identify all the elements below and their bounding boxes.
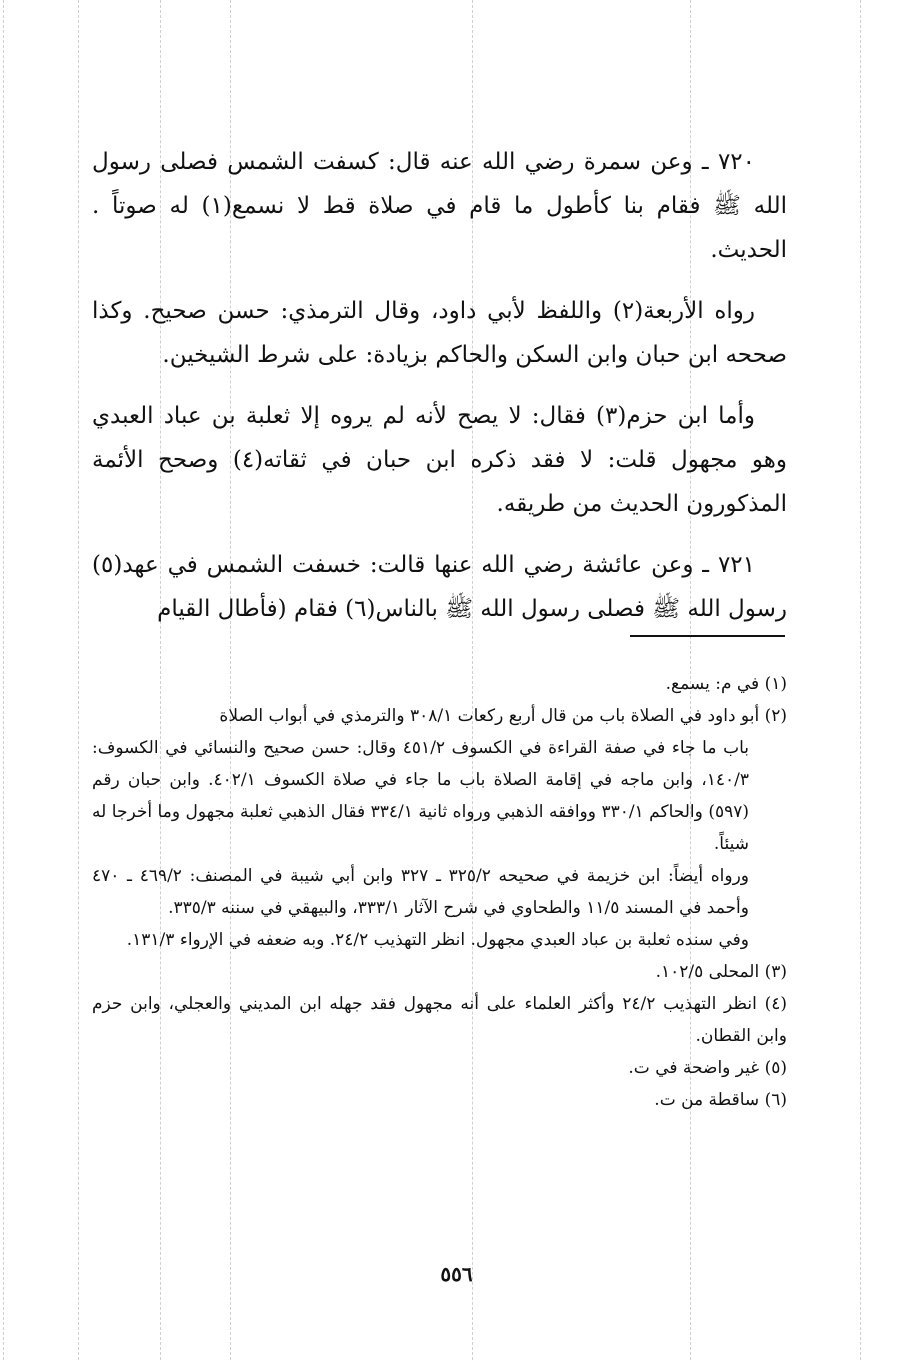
footnote-2: (٢) أبو داود في الصلاة باب من قال أربع ركعات ٣٠٨/١ والترمذي في أبواب الصلاة <box>219 706 787 726</box>
footnote-2-continued: باب ما جاء في صفة القراءة في الكسوف ٤٥١/٢ وقال: حسن صحيح والنسائي في الكسوف: ١٤٠/٣، وابن ماجه في إقامة الصلاة باب ما جاء في صلاة الكسوف ٤٠٢/١. وابن حبان رقم (٥٩٧) والحاكم ٣٣٠/١ ووافقه الذهبي ورواه ثانية ٣٣٤/١ فقال الذهبي ثعلبة مجهول وما أخرجا له شيئاً. <box>92 738 749 854</box>
scan-guide-line <box>3 0 4 1360</box>
paragraph-hadith-720: ٧٢٠ ـ وعن سمرة رضي الله عنه قال: كسفت الشمس فصلى رسول الله ﷺ فقام بنا كأطول ما قام في صلاة قط لا نسمع(١) له صوتاً . الحديث. <box>92 149 787 263</box>
page-number: ٥٥٦ <box>440 1262 473 1286</box>
footnote-2-chain: وفي سنده ثعلبة بن عباد العبدي مجهول. انظر التهذيب ٢٤/٢. وبه ضعفه في الإرواء ١٣١/٣. <box>126 930 749 950</box>
footnote-4: (٤) انظر التهذيب ٢٤/٢ وأكثر العلماء على أنه مجهول فقد جهله ابن المديني والعجلي، وابن حزم وابن القطان. <box>92 994 787 1046</box>
paragraph-narration: رواه الأربعة(٢) واللفظ لأبي داود، وقال الترمذي: حسن صحيح. وكذا صححه ابن حبان وابن السكن والحاكم بزيادة: على شرط الشيخين. <box>92 298 787 368</box>
footnote-6: (٦) ساقطة من ت. <box>654 1090 787 1110</box>
footnote-3: (٣) المحلى ١٠٢/٥. <box>655 962 787 982</box>
scan-guide-line <box>860 0 861 1360</box>
footnote-1: (١) في م: يسمع. <box>665 674 787 694</box>
scan-guide-line <box>78 0 79 1360</box>
footnotes <box>92 668 787 1116</box>
footnote-5: (٥) غير واضحة في ت. <box>628 1058 787 1078</box>
main-text <box>92 140 787 648</box>
footnote-2-also-narrated: ورواه أيضاً: ابن خزيمة في صحيحه ٣٢٥/٢ ـ ٣٢٧ وابن أبي شيبة في المصنف: ٤٦٩/٢ ـ ٤٧٠ وأحمد في المسند ١١/٥ والطحاوي في شرح الآثار ٣٣٣/١، والبيهقي في سننه ٣٣٥/٣. <box>92 866 749 918</box>
footnote-divider <box>630 635 785 637</box>
paragraph-ibn-hazm: وأما ابن حزم(٣) فقال: لا يصح لأنه لم يروه إلا ثعلبة بن عباد العبدي وهو مجهول قلت: لا فقد ذكره ابن حبان في ثقاته(٤) وصحح الأئمة المذكورون الحديث من طريقه. <box>92 403 787 517</box>
paragraph-hadith-721: ٧٢١ ـ وعن عائشة رضي الله عنها قالت: خسفت الشمس في عهد(٥) رسول الله ﷺ فصلى رسول الله ﷺ بالناس(٦) فقام (فأطال القيام <box>92 552 787 622</box>
